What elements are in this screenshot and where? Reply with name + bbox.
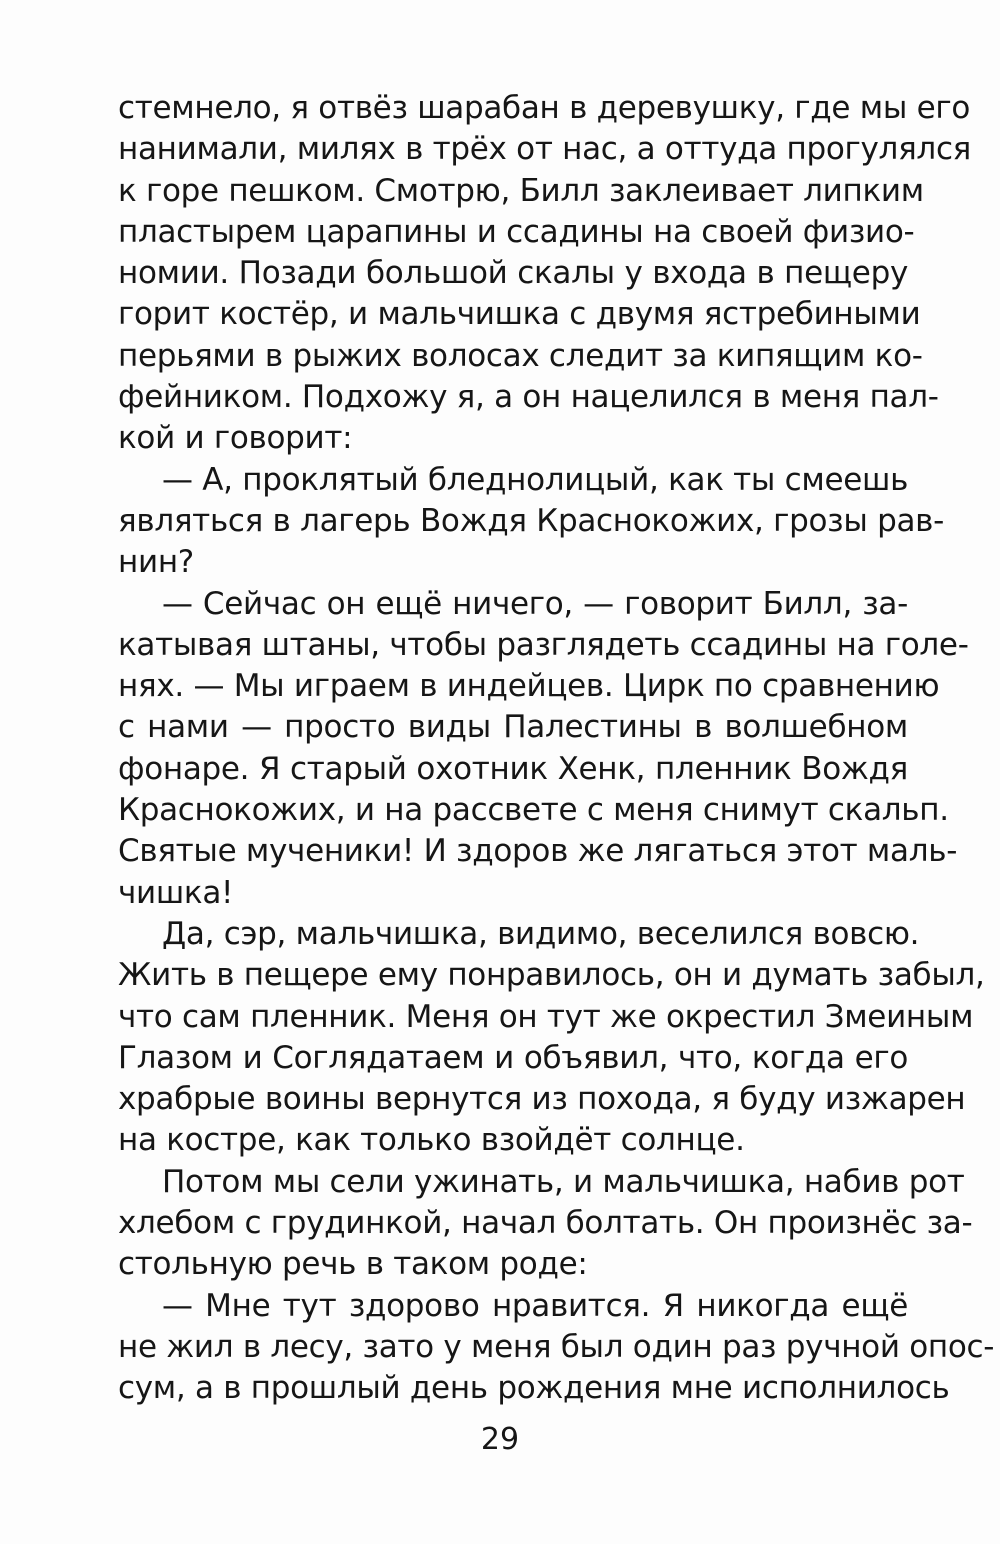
text-line: — Мне тут здорово нравится. Я никогда ещё (162, 1287, 908, 1324)
body-text (118, 88, 995, 1410)
text-line: Святые мученики! И здоров же лягаться этот маль- (118, 833, 958, 870)
text-line: фонаре. Я старый охотник Хенк, пленник Вождя (118, 750, 908, 787)
text-line: пластырем царапины и ссадины на своей физио- (118, 213, 915, 250)
text-line: являться в лагерь Вождя Краснокожих, грозы рав- (118, 502, 945, 539)
text-line: с нами — просто виды Палестины в волшебном (118, 709, 908, 746)
text-line: хлебом с грудинкой, начал болтать. Он произнёс за- (118, 1205, 973, 1242)
text-line: горит костёр, и мальчишка с двумя ястребиными (118, 296, 921, 333)
text-line: кой и говорит: (118, 420, 353, 457)
text-line: чишка! (118, 874, 234, 911)
text-line: Жить в пещере ему понравилось, он и думать забыл, (118, 957, 985, 994)
text-line: — Сейчас он ещё ничего, — говорит Билл, за- (162, 585, 908, 622)
text-line: фейником. Подхожу я, а он нацелился в меня пал- (118, 379, 939, 416)
text-line: — А, проклятый бледнолицый, как ты смеешь (162, 461, 909, 498)
text-line: к горе пешком. Смотрю, Билл заклеивает липким (118, 172, 924, 209)
text-line: храбрые воины вернутся из похода, я буду изжарен (118, 1081, 966, 1118)
text-line: Глазом и Соглядатаем и объявил, что, когда его (118, 1039, 908, 1076)
text-line: что сам пленник. Меня он тут же окрестил Змеиным (118, 998, 974, 1035)
text-line: Краснокожих, и на рассвете с меня снимут скальп. (118, 792, 949, 829)
text-line: Да, сэр, мальчишка, видимо, веселился вовсю. (162, 915, 920, 952)
text-line: на костре, как только взойдёт солнце. (118, 1122, 745, 1159)
text-line: стемнело, я отвёз шарабан в деревушку, где мы его (118, 90, 970, 126)
text-line: сум, а в прошлый день рождения мне исполнилось (118, 1370, 950, 1407)
page-number: 29 (480, 1422, 520, 1457)
text-line: нин? (118, 544, 194, 581)
text-line: стольную речь в таком роде: (118, 1246, 588, 1283)
text-line: не жил в лесу, зато у меня был один раз ручной опос- (118, 1328, 995, 1365)
text-line: катывая штаны, чтобы разглядеть ссадины на голе- (118, 626, 969, 663)
text-line: перьями в рыжих волосах следит за кипящим ко- (118, 337, 923, 374)
text-line: Потом мы сели ужинать, и мальчишка, набив рот (162, 1163, 965, 1200)
text-line: нях. — Мы играем в индейцев. Цирк по сравнению (118, 668, 940, 705)
text-line: номии. Позади большой скалы у входа в пещеру (118, 255, 908, 292)
text-line: нанимали, милях в трёх от нас, а оттуда прогулялся (118, 131, 972, 168)
